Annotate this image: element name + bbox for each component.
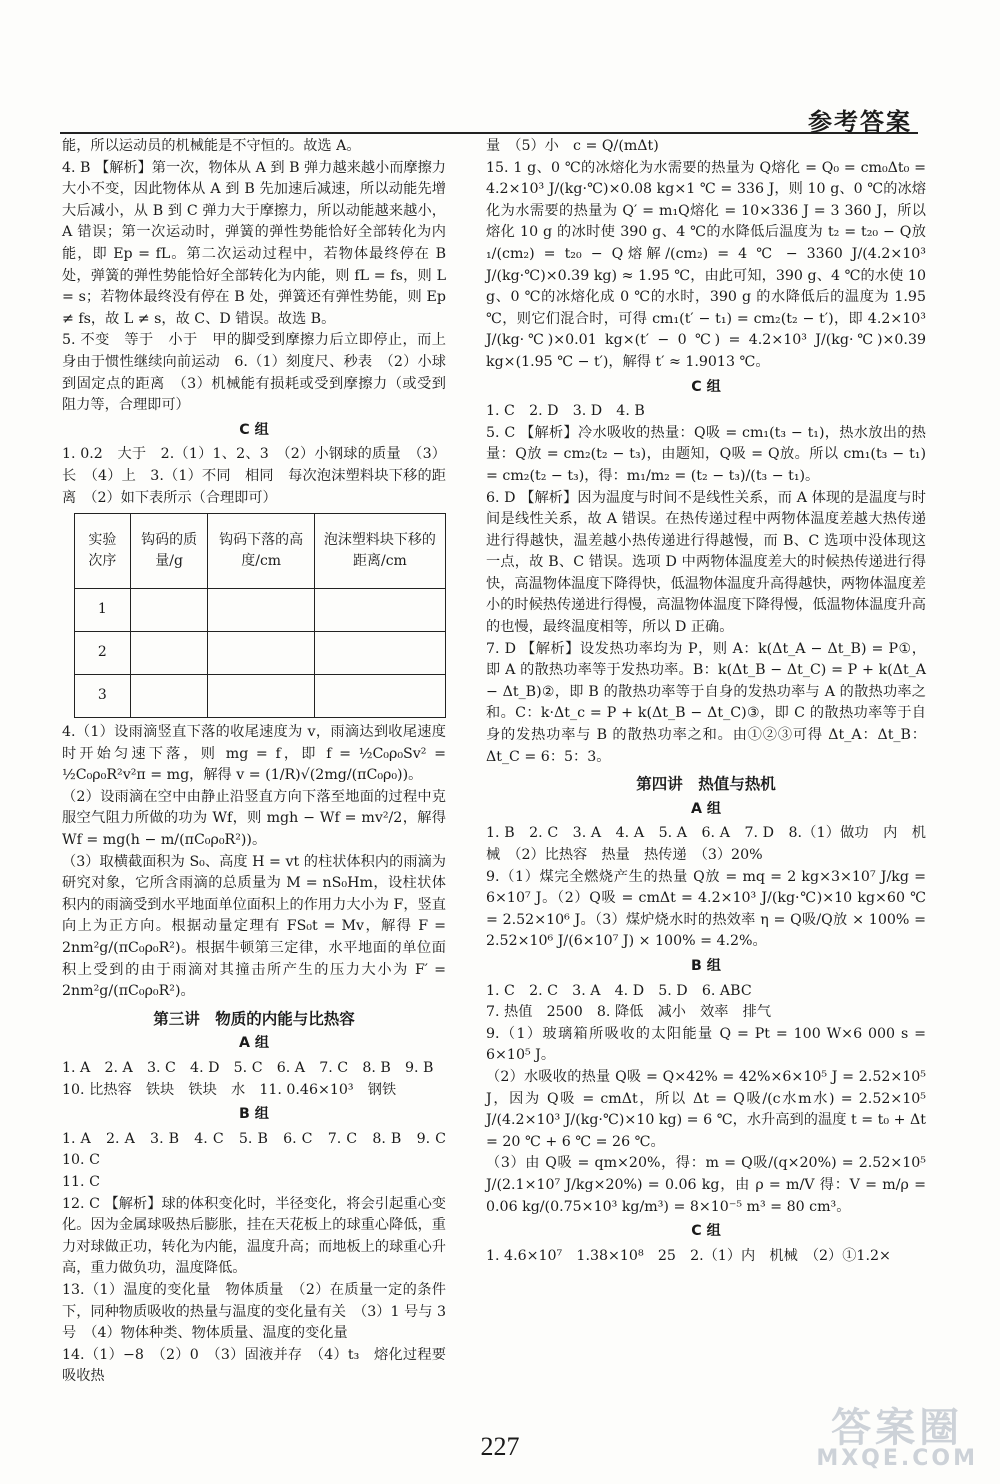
table-row: [75, 632, 446, 675]
answer-paragraph: 1. B 2. C 3. A 4. A 5. A 6. A 7. D 8.（1）做功 内 机械 （2）比热容 热量 热传递 （3）20%: [486, 825, 926, 863]
answer-paragraph: （2）设雨滴在空中由静止沿竖直方向下落至地面的过程中克服空气阻力所做的功为 Wf，则 mgh − Wf = mv²/2，解得 Wf = mg(h − m/(πC₀ρ₀R²))。: [62, 788, 446, 849]
table-header-cell: 泡沫塑料块下移的距离/cm: [314, 514, 445, 589]
answer-paragraph: 4. B 【解析】第一次，物体从 A 到 B 弹力越来越小而摩擦力大小不变，因此物体从 A 到 B 先加速后减速，所以动能先增大后减小，从 B 到 C 弹力大于摩擦力，所以动能越来越小，A 错误；第一次运动时，弹簧的弹性势能恰好全部转化为内能，即 Ep = fL。第二次运动过程中，若物体最终停在 B 处，弹簧的弹性势能恰好全部转化为内能，则 fL = fs，则 L = s；若物体最终没有停在 B 处，弹簧还有弹性势能，则 Ep ≠ fs，故 L ≠ s，故 C、D 错误。故选 B。: [62, 159, 446, 327]
table-header-row: [75, 514, 446, 589]
answer-paragraph: 1. A 2. A 3. B 4. C 5. B 6. C 7. C 8. B 9. C 10. C: [62, 1130, 461, 1169]
table-header-cell: 实验次序: [75, 514, 131, 589]
group-heading: B 组: [239, 1106, 269, 1123]
lecture-heading: 第三讲 物质的内能与比热容: [153, 1009, 355, 1028]
answer-paragraph: 6. D 【解析】因为温度与时间不是线性关系，而 A 体现的是温度与时间是线性关系，故 A 错误。在热传递过程中两物体温度差越大热传递进行得越快，温差越小热传递进行得越慢，而 B、C 选项中没体现这一点，故 B、C 错误。选项 D 中两物体温度差大的时候热传递进行得快，高温物体温度下降得快，低温物体温度升高得越快，两物体温度差小的时候热传递进行得慢，高温物体温度下降得慢，低温物体温度升高的也慢，最终温度相等，所以 D 正确。: [486, 489, 926, 636]
table-cell: [208, 675, 314, 718]
table-cell: [208, 589, 314, 632]
table-row: [75, 675, 446, 718]
answer-paragraph: 15. 1 g、0 ℃的冰熔化为水需要的热量为 Q熔化 = Q₀ = cm₀Δt₀ = 4.2×10³ J/(kg·℃)×0.08 kg×1 ℃ = 336 J，则 10 g、0 ℃的冰熔化为水需要的热量为 Q′ = m₁Q熔化 = 10×336 J = 3 360 J，所以熔化 10 g 的冰时使 390 g、4 ℃的水降低后温度为 t₂ = t₂₀ − Q放₁/(cm₂) = t₂₀ − Q熔解/(cm₂) = 4 ℃ − 3360 J/(4.2×10³ J/(kg·℃)×0.39 kg) ≈ 1.95 ℃，由此可知，390 g、4 ℃的水使 10 g、0 ℃的冰熔化成 0 ℃的水时，390 g 的水降低后的温度为 1.95 ℃，则它们混合时，可得 cm₁(t′ − t₁) = cm₂(t₂ − t′)，即 4.2×10³ J/(kg·℃)×0.01 kg×(t′ − 0 ℃) = 4.2×10³ J/(kg·℃)×0.39 kg×(1.95 ℃ − t′)，解得 t′ ≈ 1.9013 ℃。: [486, 159, 926, 370]
watermark-line1: 答案圈: [831, 1405, 964, 1451]
group-heading: C 组: [239, 421, 269, 438]
header-title: 参考答案: [808, 108, 912, 136]
header-rule: [60, 132, 918, 134]
table-cell: [314, 675, 445, 718]
answer-paragraph: 7. D 【解析】设发热功率均为 P，则 A：k(Δt_A − Δt_B) = P①，即 A 的散热功率等于发热功率。B：k(Δt_B − Δt_C) = P + k(Δt_A − Δt_B)②，即 B 的散热功率等于自身的发热功率与 A 的散热功率之和。C：k·Δt_c = P + k(Δt_B − Δt_C)③，即 C 的散热功率等于自身的发热功率与 B 的散热功率之和。由①②③可得 Δt_A：Δt_B：Δt_C = 6：5：3。: [486, 640, 926, 765]
table-header-cell: 钩码下落的高度/cm: [208, 514, 314, 589]
table-header-cell: 钩码的质量/g: [130, 514, 208, 589]
answer-paragraph: 11. C: [62, 1173, 100, 1190]
answer-paragraph: 1. C 2. C 3. A 4. D 5. D 6. ABC: [486, 982, 752, 999]
answer-paragraph: 13.（1）温度的变化量 物体质量 （2）在质量一定的条件下，同种物质吸收的热量与温度的变化量有关 （3）1 号与 3 号 （4）物体种类、物体质量、温度的变化量: [62, 1281, 446, 1342]
table-cell: [130, 589, 208, 632]
group-heading: B 组: [691, 957, 721, 974]
table-cell: [314, 589, 445, 632]
table-cell: [208, 632, 314, 675]
table-cell: 1: [75, 589, 131, 632]
answer-paragraph: 7. 热值 2500 8. 降低 减小 效率 排气: [486, 1004, 772, 1021]
table-cell: 3: [75, 675, 131, 718]
table-row: [75, 589, 446, 632]
answer-paragraph: 5. C 【解析】冷水吸收的热量：Q吸 = cm₁(t₃ − t₁)，热水放出的热量：Q放 = cm₂(t₂ − t₃)，由题知，Q吸 = Q放。所以 cm₁(t₃ − t₁) = cm₂(t₂ − t₃)，得：m₁/m₂ = (t₂ − t₃)/(t₃ − t₁)。: [486, 424, 926, 484]
answer-paragraph: （2）水吸收的热量 Q吸 = Q×42% = 42%×6×10⁵ J = 2.52×10⁵ J，因为 Q吸 = cmΔt，所以 Δt = Q吸/(c水m水) = 2.52×10⁵ J/(4.2×10³ J/(kg·℃)×10 kg) = 6 ℃，水升高到的温度 t = t₀ + Δt = 20 ℃ + 6 ℃ = 26 ℃。: [486, 1068, 926, 1150]
lecture-heading: 第四讲 热值与热机: [636, 775, 776, 794]
answer-paragraph: 10. 比热容 铁块 铁块 水 11. 0.46×10³ 钢铁: [62, 1081, 397, 1098]
right-column: [486, 136, 926, 1267]
experiment-table: [74, 513, 446, 718]
answer-paragraph: 12. C 【解析】球的体积变化时，半径变化，将会引起重心变化。因为金属球吸热后膨胀，挂在天花板上的球重心降低，重力对球做正功，转化为内能，温度升高；而地板上的球重心升高，重力做负功，温度降低。: [62, 1195, 446, 1277]
table-cell: [314, 632, 445, 675]
watermark-line2: MXQE.COM: [816, 1446, 978, 1471]
answer-paragraph: 4.（1）设雨滴竖直下落的收尾速度为 v，雨滴达到收尾速度时开始匀速下落，则 mg = f，即 f = ½C₀ρ₀Sv² = ½C₀ρ₀R²v²π = mg，解得 v = (1/R)√(2mg/(πC₀ρ₀))。: [62, 724, 446, 784]
answer-paragraph: 9.（1）玻璃箱所吸收的太阳能量 Q = Pt = 100 W×6 000 s = 6×10⁵ J。: [486, 1025, 926, 1064]
answer-paragraph: 1. 4.6×10⁷ 1.38×10⁸ 25 2.（1）内 机械 （2）①1.2×: [486, 1247, 891, 1264]
answer-paragraph: 1. A 2. A 3. C 4. D 5. C 6. A 7. C 8. B 9. B: [62, 1060, 434, 1076]
answer-paragraph: 量 （5）小 c = Q/(mΔt): [486, 138, 659, 154]
answer-paragraph: 1. 0.2 大于 2.（1）1、2、3 （2）小钢球的质量 （3）长 （4）上 3.（1）不同 相同 每次泡沫塑料块下移的距离 （2）如下表所示（合理即可）: [62, 446, 446, 506]
group-heading: A 组: [690, 800, 722, 817]
table-cell: 2: [75, 632, 131, 675]
answer-paragraph: 5. 不变 等于 小于 甲的脚受到摩擦力后立即停止，而上身由于惯性继续向前运动 6.（1）刻度尺、秒表 （2）小球到固定点的距离 （3）机械能有损耗或受到摩擦力（或受到阻力等，合理即可）: [62, 332, 446, 414]
answer-paragraph: 14.（1）−8 （2）0 （3）固液并存 （4）t₃ 熔化过程要吸收热: [62, 1346, 446, 1385]
answer-paragraph: 1. C 2. D 3. D 4. B: [486, 403, 645, 420]
group-heading: C 组: [691, 1223, 721, 1240]
watermark-logo: [816, 1405, 978, 1471]
table-cell: [130, 632, 208, 675]
answer-paragraph: 能，所以运动员的机械能是不守恒的。故选 A。: [62, 138, 361, 154]
answer-paragraph: （3）由 Q吸 = qm×20%，得：m = Q吸/(q×20%) = 2.52×10⁵ J/(2.1×10⁷ J/kg×20%) = 0.06 kg，由 ρ = m/V 得：V = m/ρ = 0.06 kg/(0.75×10³ kg/m³) = 8×10⁻⁵ m³ = 80 cm³。: [486, 1155, 926, 1215]
page-number: 227: [480, 1432, 520, 1461]
answer-paragraph: （3）取横截面积为 S₀、高度 H = vt 的柱状体积内的雨滴为研究对象，它所含雨滴的总质量为 M = nS₀Hm，设柱状体积内的雨滴受到水平地面单位面积上的作用力大小为 F，竖直向上为正方向。根据动量定理有 FS₀t = Mv，解得 F = 2nm²g/(πC₀ρ₀R²)。根据牛顿第三定律，水平地面的单位面积上受到的由于雨滴对其撞击所产生的压力大小为 F′ = 2nm²g/(πC₀ρ₀R²)。: [62, 853, 446, 1000]
group-heading: C 组: [691, 378, 721, 395]
group-heading: A 组: [238, 1035, 270, 1052]
answer-paragraph: 9.（1）煤完全燃烧产生的热量 Q放 = mq = 2 kg×3×10⁷ J/kg = 6×10⁷ J。（2）Q吸 = cmΔt = 4.2×10³ J/(kg·℃)×10 kg×60 ℃ = 2.52×10⁶ J。（3）煤炉烧水时的热效率 η = Q吸/Q放 × 100% = 2.52×10⁶ J/(6×10⁷ J) × 100% = 4.2%。: [486, 868, 926, 950]
table-cell: [130, 675, 208, 718]
left-column: [62, 136, 461, 1388]
